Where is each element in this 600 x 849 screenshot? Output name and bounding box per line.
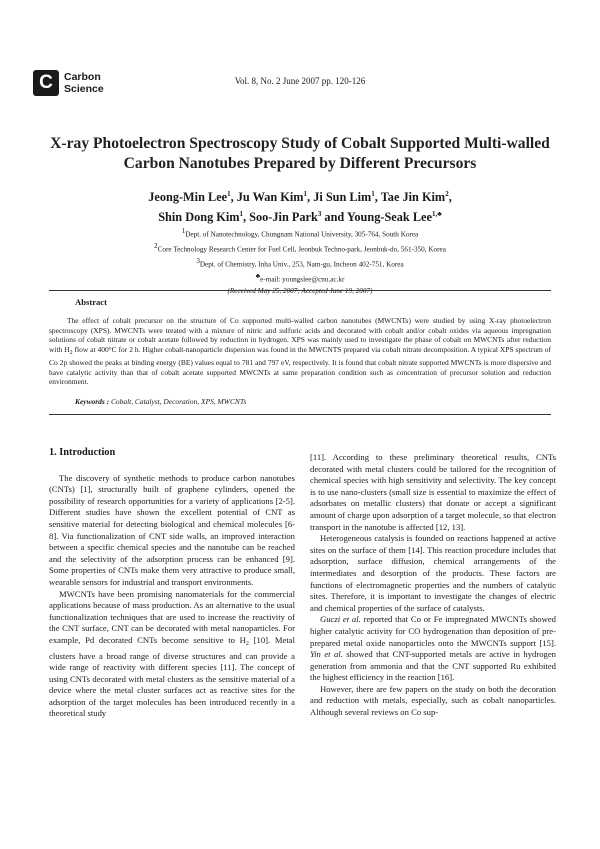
- keywords-list: Cobalt, Catalyst, Decoration, XPS, MWCNTs: [109, 396, 247, 406]
- author-sep: ,: [448, 190, 452, 205]
- section-heading-introduction: 1. Introduction: [49, 447, 116, 458]
- author-name: Young-Seak Lee: [346, 210, 432, 225]
- author-name: Shin Dong Kim: [158, 210, 240, 225]
- affil-text: Core Technology Research Center for Fuel Cell, Jeonbuk Techno-park, Jeonbuk-do, 561-350, Korea: [157, 245, 446, 254]
- paragraph-text: reported that Co or Fe impregnated MWCNTs showed higher catalytic activity for CO hydrogenation than deposition of pre-prepared metal oxide nanoparticles onto the MWCNTs support [15].: [310, 614, 556, 648]
- affil-text: Dept. of Chemistry, Inha Univ., 253, Nam-gu, Incheon 402-751, Korea: [199, 260, 404, 269]
- left-column: [49, 447, 295, 720]
- carbon-science-logo-icon: C: [33, 70, 59, 96]
- cited-author: Yin et al.: [310, 649, 343, 660]
- author-name: Jeong-Min Lee: [148, 190, 228, 205]
- author-affil-sup: 1,♣: [431, 210, 442, 219]
- affiliations: [40, 226, 560, 297]
- title-line-2: Carbon Nanotubes Prepared by Different Precursors: [123, 155, 477, 172]
- paragraph: [49, 589, 295, 721]
- paragraph-text: [10]. Metal clusters have a broad range of diverse structures and can provide a wide range of reactivity with different species [11]. The concept of using CNTs decorated with metal clusters as the sensitive material of a device where the metal cluster surfaces act as reactive sites for the adsorption of the target molecules has been introduced recently in a theoretical study: [49, 634, 295, 719]
- received-accepted-dates: (Received May 25, 2007; Accepted June 19, 2007): [227, 286, 373, 295]
- author-affil-sup: 3: [317, 210, 322, 219]
- author-name: Ji Sun Lim: [313, 190, 372, 205]
- corresponding-email: [40, 271, 560, 286]
- paragraph: However, there are few papers on the study on both the decoration and reduction with metals, especially, such as cobalt nanoparticles. Although several reviews on Co sup-: [310, 683, 556, 718]
- author-affil-sup: 1: [227, 190, 231, 198]
- author-line-2: [40, 206, 560, 226]
- author-line-1: [40, 186, 560, 206]
- author-affil-sup: 1: [303, 190, 308, 198]
- affiliation-3: [40, 256, 560, 271]
- logo-line-1: Carbon: [64, 71, 101, 83]
- author-name: Soo-Jin Park: [249, 210, 318, 225]
- author-affil-sup: 2: [445, 190, 449, 198]
- affiliation-2: [40, 241, 560, 256]
- paragraph: Heterogeneous catalysis is founded on reactions happened at active sites on the surface of them [14]. This reaction procedure includes that adsorption, surface diffusion, chemical arrangements of the intermediates and desorption of the products. These factors are functions of electromagnetic properties and the numbers of catalytic sites. Therefore, it is important to investigate the changes of electric and chemical properties of the surface of catalysts.: [310, 533, 556, 613]
- affil-sup: 1: [181, 227, 186, 235]
- author-name: Tae Jin Kim: [380, 190, 446, 205]
- author-sep: ,: [243, 210, 250, 225]
- affil-text: Dept. of Nanotechnology, Chungnam National University, 305-764, South Korea: [185, 230, 419, 239]
- affil-sup: 2: [154, 241, 158, 250]
- subscript: 2: [69, 349, 73, 356]
- abstract-heading: Abstract: [75, 297, 107, 307]
- abstract-text-2: flow at 400°C for 2 h. Higher cobalt-nanoparticle dispersion was found in the MWCNTS prepared via cobalt nitrate decomposition. A typical XPS spectrum of Co 2p showed the peaks at binding energy (BE) values equal to 781 and 797 eV, respectively. It is found that cobalt nitrate supported MWCNTs is more dispersive and have catalytic activity than that of cobalt acetate supported MWCNTs at same preparation condition such as concentration of precursor solution and reduction environment.: [49, 344, 551, 386]
- abstract-body: [49, 316, 551, 387]
- author-list: [40, 186, 560, 226]
- author-sep: ,: [230, 190, 237, 205]
- author-affil-sup: 1: [239, 210, 244, 219]
- author-name: Ju Wan Kim: [236, 190, 304, 205]
- paragraph-text: MWCNTs have been promising nanomaterials for the commercial applications because of mass production. As an alternative to the usual functionalization techniques that are used to increase the reactivity of the CNT surface, CNT can be decorated with metal nanoparticles. For example, Pd decorated CNTs become sensitive to H: [49, 588, 295, 645]
- keywords-label: Keywords :: [75, 396, 110, 406]
- email-text: e-mail: youngslee@cnu.ac.kr: [260, 275, 345, 284]
- keywords: [75, 397, 551, 406]
- paragraph: [310, 614, 556, 684]
- abstract-section: [49, 290, 551, 415]
- subscript: 2: [245, 640, 249, 647]
- paragraph: The discovery of synthetic methods to produce carbon nanotubes (CNTs) [1], structurally built of graphene cylinders, opened the possibility of research opportunities for a variety of applications [2-5]. Different studies have shown the excellent potential of CNT as sensitive material for detecting biological and chemical molecules [6-8]. Via functionalization of CNT side walls, an improved interaction between a specific chemical species and the nanotube can be reached and the selectivity of the adsorption process can be enhanced [9]. Some properties of CNTs make them very attractive to produce small, wearable sensors for industrial and transport environments.: [49, 472, 295, 587]
- author-affil-sup: 1: [371, 190, 375, 198]
- affil-sup: ♣: [255, 271, 261, 280]
- paper-title: [30, 134, 570, 174]
- affil-sup: 3: [196, 256, 200, 265]
- abstract-text-1: The effect of cobalt precursor on the structure of Co supported multi-walled carbon nanotubes (MWCNTs) were studied by using X-ray photoelectron spectroscopy (XPS). MWCNTs were treated with a mixture of nitric and sulfuric acids and decorated with cobalt and/or cobalt oxides via aqueous impregnation solutions of cobalt nitrate or cobalt acetate followed by reduction in hydrogen. XPS was mainly used to investigate the phase of cobalt on MWCNTs after reduction with H: [49, 316, 551, 354]
- paragraph-text: showed that CNT-supported metals are active in hydrogen generation from ammonia and that the CNT supported Ru exhibited the highest efficiency in the reaction [16].: [310, 649, 556, 683]
- title-line-1: X-ray Photoelectron Spectroscopy Study of Cobalt Supported Multi-walled: [50, 135, 550, 152]
- affiliation-1: [40, 226, 560, 241]
- author-sep: ,: [307, 190, 314, 205]
- logo-line-2: Science: [64, 83, 104, 95]
- author-sep: ,: [374, 190, 381, 205]
- paragraph: [11]. According to these preliminary theoretical results, CNTs decorated with metal clusters could be tailored for the recognition of chemical species with high sensitivity and selectivity. The key concept is to use nano-clusters (small size is essential to maximize the effect of adsorbates on metallic clusters) that donate or accept a significant amount of charge upon adsorption of a target molecule, so that electron transport in the nanotube is affected [12, 13].: [310, 452, 556, 532]
- right-column: [310, 452, 556, 719]
- cited-author: Guczi et al.: [320, 614, 361, 625]
- journal-reference: Vol. 8, No. 2 June 2007 pp. 120-126: [234, 76, 366, 86]
- author-sep: and: [321, 210, 347, 225]
